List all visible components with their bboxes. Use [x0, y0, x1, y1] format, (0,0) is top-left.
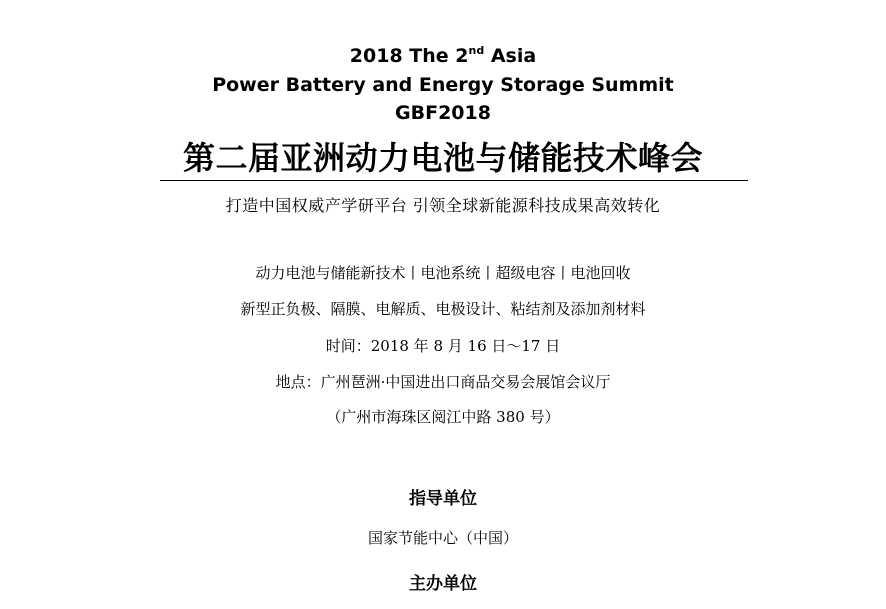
materials-line: 新型正负极、隔膜、电解质、电极设计、粘结剂及添加剂材料	[240, 300, 646, 318]
title-asia-text: Asia	[484, 45, 537, 67]
event-time: 时间：2018 年 8 月 16 日～17 日	[325, 337, 561, 355]
venue-address: （广州市海珠区阅江中路 380 号）	[326, 408, 560, 426]
title-underline	[160, 180, 748, 181]
english-title-line-1	[0, 42, 886, 70]
guidance-org: 国家节能中心（中国）	[367, 529, 518, 547]
title-year-text: 2018 The 2	[349, 45, 469, 67]
ordinal-superscript: nd	[468, 44, 485, 57]
topics-line: 动力电池与储能新技术丨电池系统丨超级电容丨电池回收	[255, 264, 631, 282]
event-venue: 地点：广州琶洲·中国进出口商品交易会展馆会议厅	[275, 373, 611, 391]
host-heading: 主办单位	[409, 574, 477, 594]
english-title-line-2: Power Battery and Energy Storage Summit	[212, 74, 674, 96]
guidance-heading: 指导单位	[409, 489, 477, 509]
slogan: 打造中国权威产学研平台 引领全球新能源科技成果高效转化	[225, 196, 661, 215]
chinese-title: 第二届亚洲动力电池与储能技术峰会	[182, 139, 703, 177]
english-title-line-3: GBF2018	[395, 102, 491, 124]
